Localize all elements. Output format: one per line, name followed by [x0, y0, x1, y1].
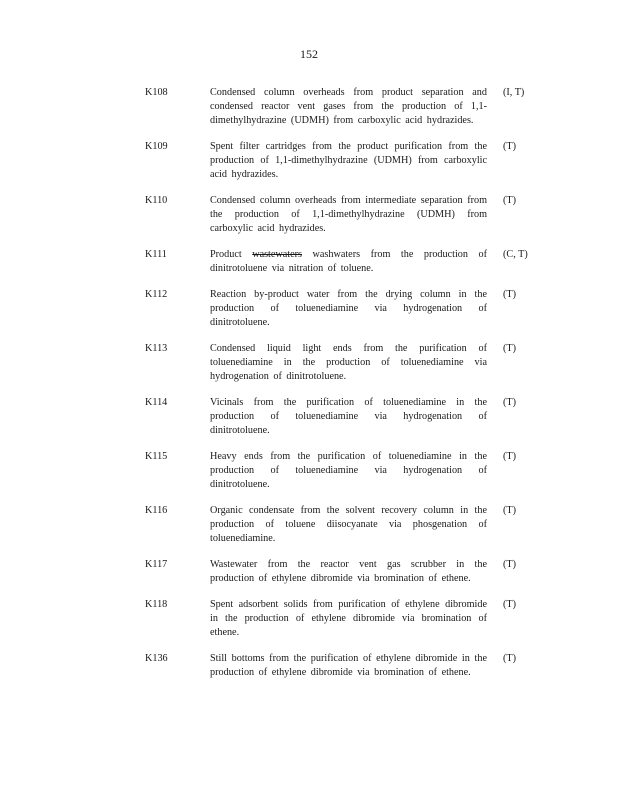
waste-code: K108	[145, 87, 168, 98]
waste-description: Spent filter cartridges from the product purification from the production of 1,1-dimethylhydrazine (UDMH) from carboxylic acid hydrazides.	[210, 141, 487, 180]
waste-description: Condensed liquid light ends from the purification of toluenediamine in the production of toluenediamine via hydrogenation of dinitrotoluene.	[210, 343, 487, 382]
waste-code: K114	[145, 397, 168, 408]
hazard-code: (T)	[503, 343, 517, 354]
list-item	[145, 504, 545, 546]
list-item	[145, 86, 545, 128]
list-item	[145, 652, 545, 680]
hazard-code: (T)	[503, 559, 517, 570]
waste-description: Reaction by-product water from the drying column in the production of toluenediamine via hydrogenation of dinitrotoluene.	[210, 289, 487, 328]
description-prefix: Product	[210, 249, 242, 260]
list-item	[145, 342, 545, 384]
waste-description: Condensed column overheads from product separation and condensed reactor vent gases from the production of 1,1-dimethylhydrazine (UDMH) from carboxylic acid hydrazides.	[210, 87, 487, 126]
list-item	[145, 450, 545, 492]
waste-code: K117	[145, 559, 168, 570]
waste-description: Spent adsorbent solids from purification of ethylene dibromide in the production of ethylene dibromide via bromination of ethene.	[210, 599, 487, 638]
waste-description: Heavy ends from the purification of toluenediamine in the production of toluenediamine via hydrogenation of dinitrotoluene.	[210, 451, 487, 490]
hazard-code: (T)	[503, 195, 517, 206]
hazard-code: (T)	[503, 653, 517, 664]
hazard-code: (T)	[503, 141, 517, 152]
hazard-code: (T)	[503, 289, 517, 300]
description-suffix: washwaters from the production of dinitrotoluene via nitration of toluene.	[210, 249, 487, 274]
waste-description: Organic condensate from the solvent recovery column in the production of toluene diisocyanate via phosgenation of toluenediamine.	[210, 505, 487, 544]
waste-code: K110	[145, 195, 168, 206]
page-number: 152	[300, 47, 318, 61]
waste-description	[210, 248, 487, 276]
list-item	[145, 598, 545, 640]
list-item	[145, 558, 545, 586]
hazard-code: (T)	[503, 451, 517, 462]
waste-code: K118	[145, 599, 168, 610]
hazard-code: (C, T)	[503, 249, 528, 260]
waste-code: K111	[145, 249, 167, 260]
list-item	[145, 248, 545, 276]
hazard-code: (T)	[503, 599, 517, 610]
waste-code: K136	[145, 653, 168, 664]
waste-description: Still bottoms from the purification of ethylene dibromide in the production of ethylene dibromide via bromination of ethene.	[210, 653, 487, 678]
waste-description: Condensed column overheads from intermediate separation from the production of 1,1-dimethylhydrazine (UDMH) from carboxylic acid hydrazides.	[210, 195, 487, 234]
waste-code: K115	[145, 451, 168, 462]
waste-code: K113	[145, 343, 168, 354]
waste-code: K109	[145, 141, 168, 152]
list-item	[145, 140, 545, 182]
hazard-code: (T)	[503, 397, 517, 408]
waste-code: K112	[145, 289, 168, 300]
hazard-code: (I, T)	[503, 87, 525, 98]
list-item	[145, 194, 545, 236]
struck-text: wastewaters	[252, 249, 303, 260]
waste-description: Wastewater from the reactor vent gas scrubber in the production of ethylene dibromide via bromination of ethene.	[210, 559, 487, 584]
list-item	[145, 396, 545, 438]
waste-code-list	[145, 86, 545, 692]
hazard-code: (T)	[503, 505, 517, 516]
waste-description: Vicinals from the purification of toluenediamine in the production of toluenediamine via hydrogenation of dinitrotoluene.	[210, 397, 487, 436]
waste-code: K116	[145, 505, 168, 516]
list-item	[145, 288, 545, 330]
